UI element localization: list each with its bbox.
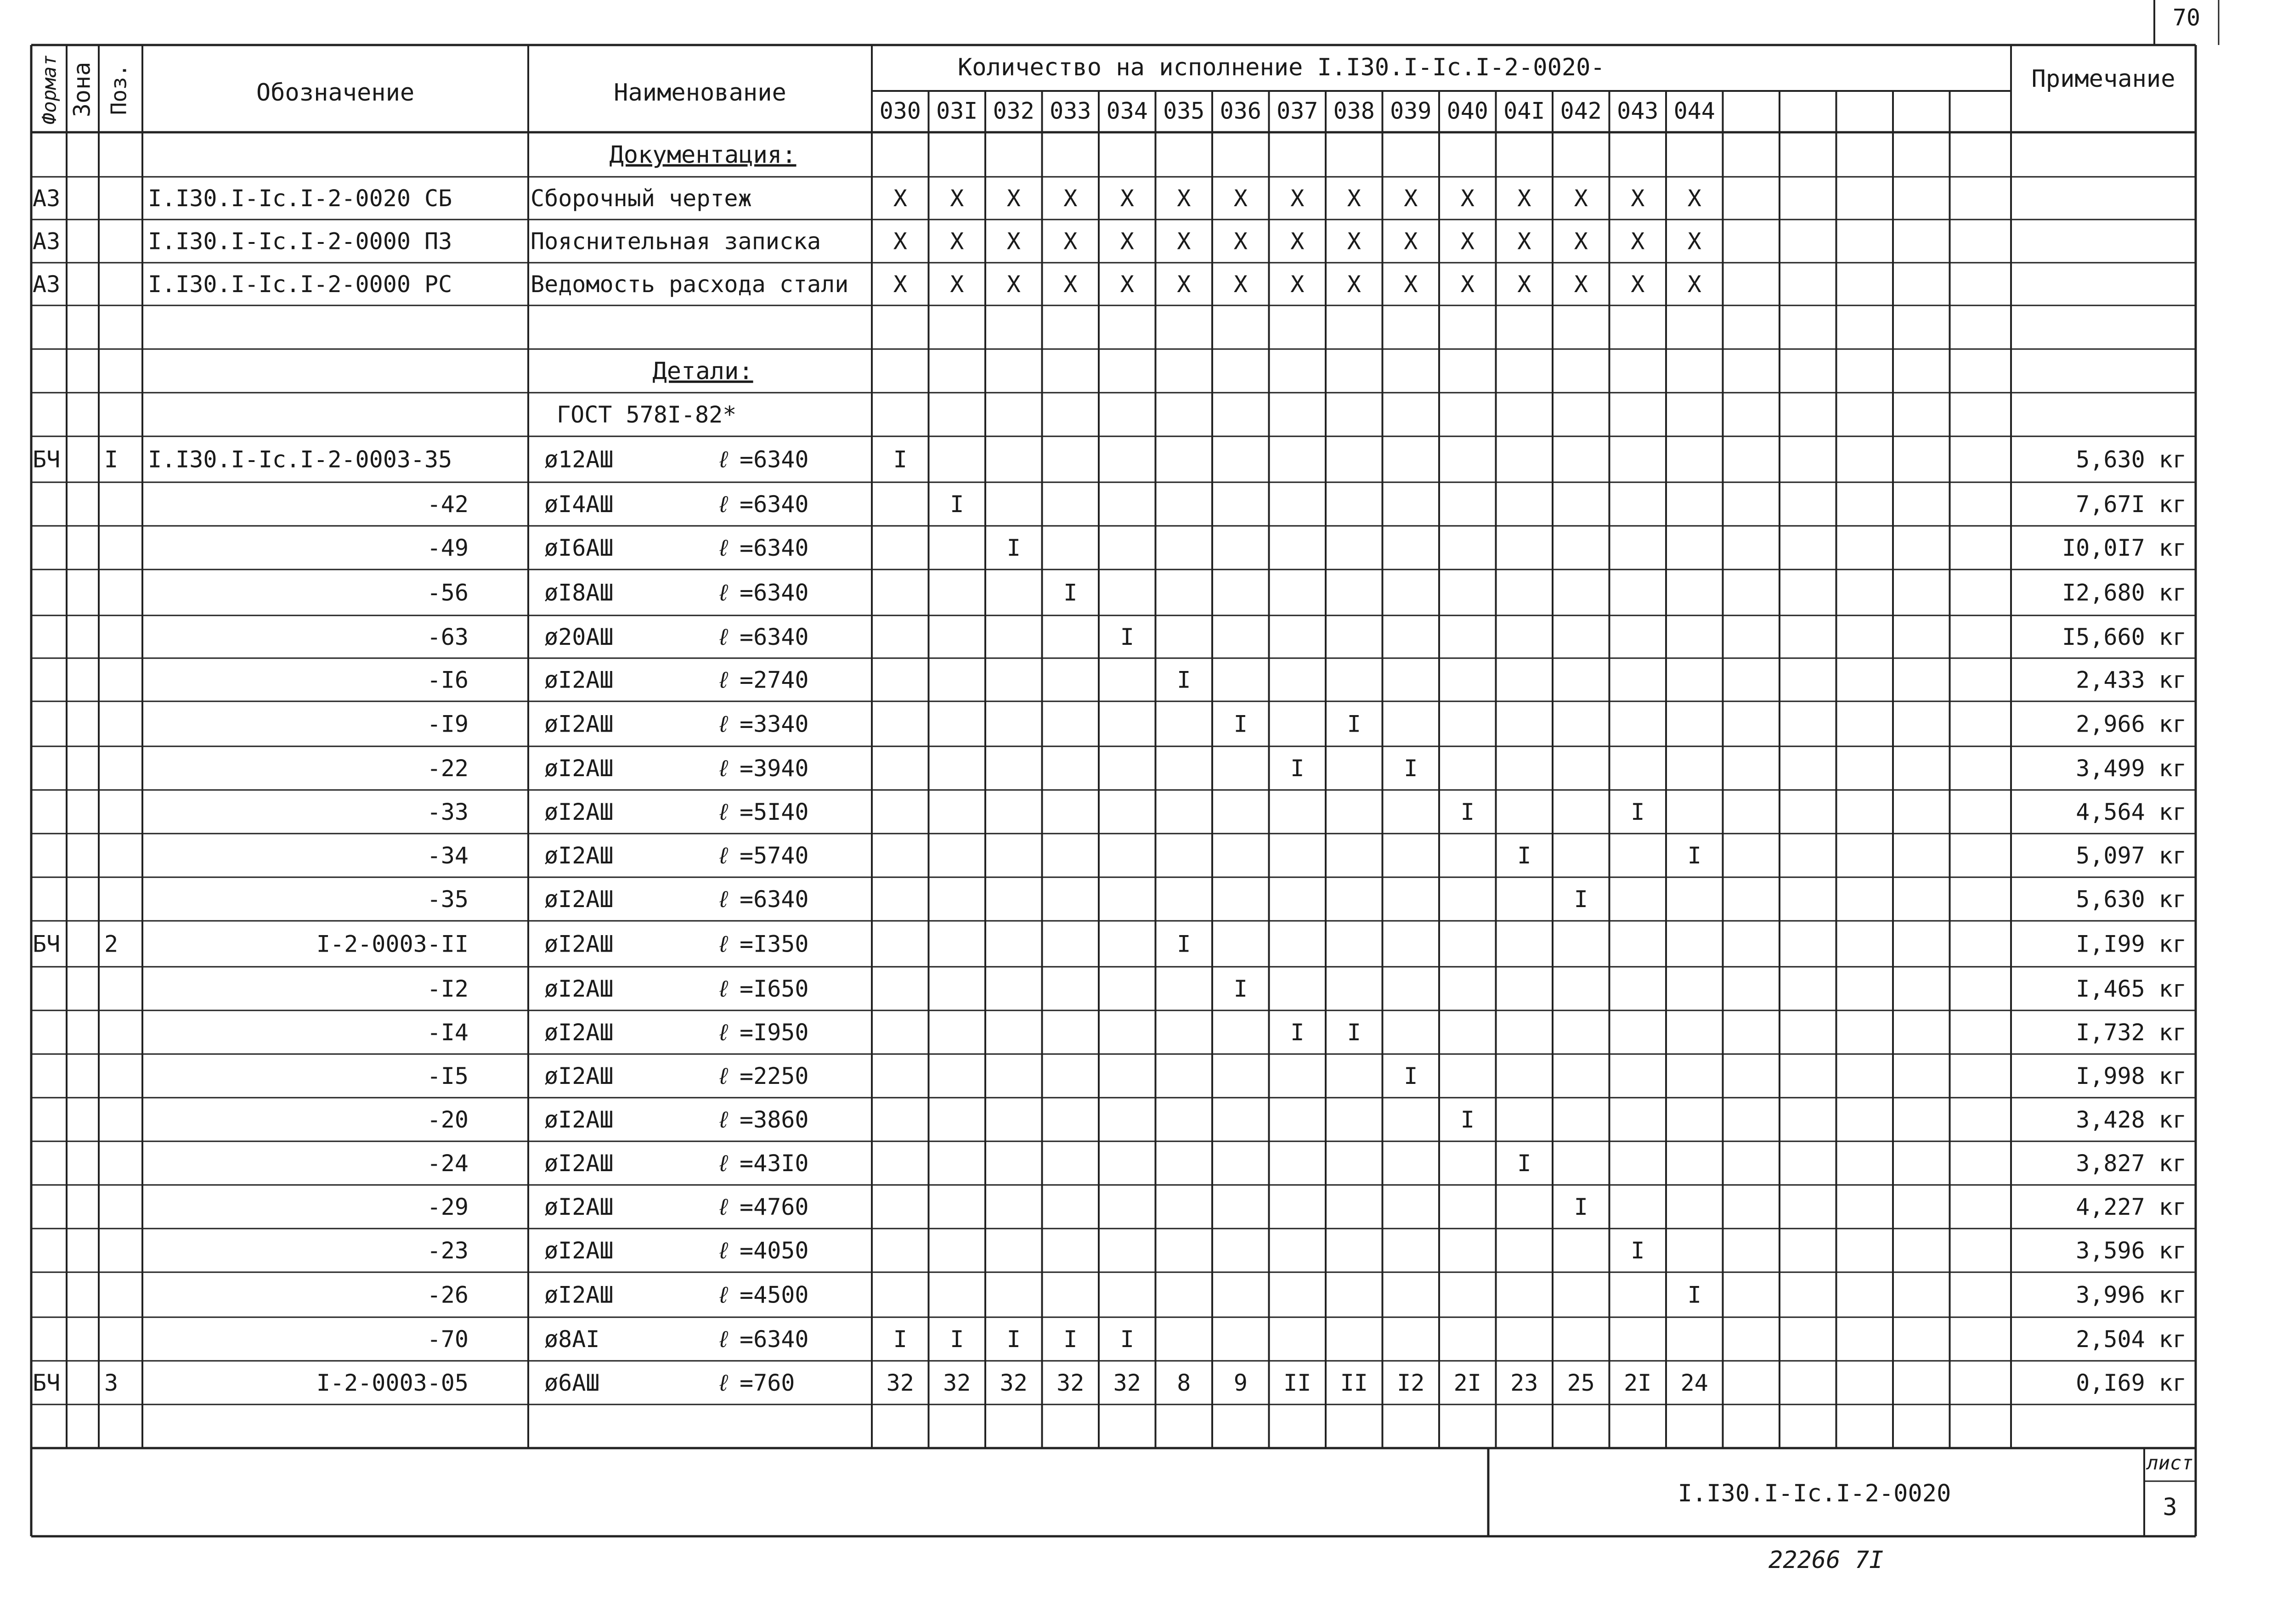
- quantity-cell: 32: [943, 1370, 971, 1396]
- quantity-cell: I: [950, 1326, 964, 1353]
- title-doc-code: I.I30.I-Ic.I-2-0020: [1678, 1480, 1951, 1507]
- quantity-cell: 8: [1177, 1370, 1191, 1396]
- quantity-cell: X: [1460, 228, 1474, 255]
- row-designation: -63: [427, 624, 469, 650]
- quantity-cell: I: [1120, 1326, 1134, 1353]
- length-symbol: ℓ: [717, 1194, 731, 1220]
- row-bar-spec: øI2АШ: [544, 666, 614, 694]
- quantity-cell: X: [1517, 271, 1531, 298]
- footer-handwritten-number: 22266 7I: [1768, 1546, 1884, 1574]
- row-length: =6340: [740, 886, 809, 913]
- quantity-cell: I: [1631, 799, 1645, 825]
- row-length: =6340: [740, 579, 809, 606]
- row-designation: -35: [427, 886, 469, 913]
- quantity-cell: I: [1006, 535, 1021, 561]
- row-bar-spec: øI2АШ: [544, 1150, 614, 1177]
- quantity-cell: X: [1063, 228, 1078, 255]
- row-note-mass: 4,227 кг: [2076, 1194, 2186, 1220]
- header-pos: Поз.: [106, 64, 131, 115]
- quantity-cell: I: [893, 446, 907, 473]
- length-symbol: ℓ: [717, 1326, 731, 1353]
- section-heading: Детали:: [652, 357, 753, 385]
- row-length: =4050: [740, 1237, 809, 1264]
- row-designation: -24: [427, 1150, 469, 1177]
- row-bar-spec: øI2АШ: [544, 1237, 614, 1264]
- quantity-cell: 32: [886, 1370, 914, 1396]
- row-note-mass: 2,966 кг: [2076, 710, 2186, 738]
- quantity-cell: X: [1517, 185, 1531, 212]
- length-symbol: ℓ: [717, 1370, 731, 1396]
- row-designation: I-2-0003-II: [316, 930, 469, 958]
- length-symbol: ℓ: [717, 710, 731, 738]
- row-length: =2740: [740, 666, 809, 694]
- row-length: =760: [740, 1370, 795, 1396]
- row-note-mass: 5,630 кг: [2076, 886, 2186, 913]
- header-variant-03I: 03I: [936, 97, 978, 124]
- row-length: =4760: [740, 1194, 809, 1220]
- length-symbol: ℓ: [717, 886, 731, 913]
- quantity-cell: 32: [1113, 1370, 1141, 1396]
- quantity-cell: X: [1006, 228, 1021, 255]
- sheet-label: лист: [2147, 1451, 2193, 1474]
- row-bar-spec: øI2АШ: [544, 1063, 614, 1089]
- quantity-cell: X: [1063, 185, 1078, 212]
- quantity-cell: X: [1687, 271, 1701, 298]
- row-note-mass: 0,I69 кг: [2076, 1370, 2186, 1396]
- quantity-cell: X: [1120, 271, 1134, 298]
- row-designation: I.I30.I-Ic.I-2-0020 СБ: [148, 185, 452, 212]
- quantity-cell: I: [1177, 930, 1191, 958]
- quantity-cell: X: [1177, 228, 1191, 255]
- row-designation: -49: [427, 535, 469, 561]
- header-variant-04I: 04I: [1503, 97, 1545, 124]
- quantity-cell: X: [1233, 185, 1248, 212]
- quantity-cell: X: [1120, 185, 1134, 212]
- row-length: =6340: [740, 491, 809, 518]
- length-symbol: ℓ: [717, 579, 731, 606]
- row-bar-spec: øI2АШ: [544, 1194, 614, 1220]
- quantity-cell: X: [893, 271, 907, 298]
- quantity-cell: I: [1517, 842, 1531, 869]
- row-note-mass: 2,433 кг: [2076, 666, 2186, 694]
- header-variant-034: 034: [1106, 97, 1148, 124]
- row-bar-spec: øI2АШ: [544, 930, 614, 958]
- quantity-cell: X: [1404, 228, 1418, 255]
- row-length: =6340: [740, 446, 809, 473]
- quantity-cell: 2I: [1624, 1370, 1652, 1396]
- row-length: =3940: [740, 755, 809, 782]
- row-note-mass: I,732 кг: [2076, 1019, 2186, 1046]
- quantity-cell: X: [893, 228, 907, 255]
- quantity-cell: X: [1631, 271, 1645, 298]
- quantity-cell: X: [1574, 271, 1588, 298]
- row-designation: -34: [427, 842, 469, 869]
- row-designation: I.I30.I-Ic.I-2-0000 ПЗ: [148, 228, 452, 255]
- header-designation: Обозначение: [256, 79, 415, 107]
- quantity-cell: I: [1404, 1063, 1418, 1089]
- row-note-mass: 5,630 кг: [2076, 446, 2186, 473]
- quantity-cell: X: [1006, 271, 1021, 298]
- quantity-cell: X: [1120, 228, 1134, 255]
- quantity-cell: X: [1404, 271, 1418, 298]
- row-bar-spec: øI4АШ: [544, 491, 614, 518]
- header-variant-043: 043: [1617, 97, 1659, 124]
- quantity-cell: I: [1574, 886, 1588, 913]
- length-symbol: ℓ: [717, 1019, 731, 1046]
- quantity-cell: I: [1063, 1326, 1078, 1353]
- table-text: [33, 5, 2200, 1574]
- length-symbol: ℓ: [717, 930, 731, 958]
- row-bar-spec: øI8АШ: [544, 579, 614, 606]
- quantity-cell: X: [1687, 185, 1701, 212]
- quantity-cell: X: [1233, 271, 1248, 298]
- row-designation: I-2-0003-05: [316, 1370, 469, 1396]
- quantity-cell: I: [1120, 624, 1134, 650]
- row-bar-spec: øI2АШ: [544, 755, 614, 782]
- header-variant-037: 037: [1277, 97, 1318, 124]
- quantity-cell: I: [1404, 755, 1418, 782]
- row-position: 2: [104, 930, 119, 958]
- header-format: Формат: [38, 55, 61, 124]
- row-format: БЧ: [33, 446, 61, 473]
- row-note-mass: 5,097 кг: [2076, 842, 2186, 869]
- row-designation: -23: [427, 1237, 469, 1264]
- row-name: Сборочный чертеж: [531, 185, 752, 212]
- quantity-cell: I: [950, 491, 964, 518]
- quantity-cell: I: [1290, 1019, 1305, 1046]
- quantity-cell: X: [1687, 228, 1701, 255]
- row-designation: -22: [427, 755, 469, 782]
- header-variant-032: 032: [993, 97, 1034, 124]
- quantity-cell: I: [1233, 710, 1248, 738]
- row-name: Пояснительная записка: [531, 228, 821, 255]
- quantity-cell: X: [950, 271, 964, 298]
- quantity-cell: X: [1404, 185, 1418, 212]
- quantity-cell: I2: [1397, 1370, 1425, 1396]
- row-length: =4500: [740, 1281, 809, 1308]
- quantity-cell: 32: [1056, 1370, 1085, 1396]
- row-designation: -56: [427, 579, 469, 606]
- standard-reference: ГОСТ 578I-82*: [557, 401, 737, 428]
- row-position: 3: [104, 1370, 119, 1396]
- length-symbol: ℓ: [717, 491, 731, 518]
- row-length: =43I0: [740, 1150, 809, 1177]
- row-format: А3: [33, 185, 61, 212]
- row-length: =I950: [740, 1019, 809, 1046]
- header-variant-036: 036: [1220, 97, 1261, 124]
- quantity-cell: X: [1347, 185, 1361, 212]
- header-variant-039: 039: [1390, 97, 1432, 124]
- row-format: БЧ: [33, 930, 61, 958]
- quantity-cell: X: [1347, 271, 1361, 298]
- row-length: =5I40: [740, 799, 809, 825]
- row-designation: -42: [427, 491, 469, 518]
- quantity-cell: I: [1631, 1237, 1645, 1264]
- header-name: Наименование: [614, 79, 786, 107]
- quantity-cell: X: [1631, 185, 1645, 212]
- quantity-cell: X: [1460, 271, 1474, 298]
- quantity-cell: X: [1574, 185, 1588, 212]
- header-quantity-title: Количество на исполнение I.I30.I-Ic.I-2-0020-: [958, 54, 1605, 81]
- quantity-cell: II: [1283, 1370, 1311, 1396]
- header-variant-044: 044: [1673, 97, 1715, 124]
- quantity-cell: I: [1347, 1019, 1361, 1046]
- quantity-cell: I: [1460, 1106, 1474, 1133]
- header-variant-035: 035: [1163, 97, 1205, 124]
- row-designation: -I2: [427, 976, 469, 1002]
- header-note: Примечание: [2031, 65, 2175, 93]
- row-designation: -70: [427, 1326, 469, 1353]
- row-format: А3: [33, 271, 61, 298]
- row-note-mass: 7,67I кг: [2076, 491, 2186, 518]
- length-symbol: ℓ: [717, 535, 731, 561]
- quantity-cell: X: [1517, 228, 1531, 255]
- quantity-cell: X: [1177, 185, 1191, 212]
- length-symbol: ℓ: [717, 799, 731, 825]
- quantity-cell: X: [1177, 271, 1191, 298]
- length-symbol: ℓ: [717, 1237, 731, 1264]
- quantity-cell: X: [950, 185, 964, 212]
- row-bar-spec: øI2АШ: [544, 710, 614, 738]
- quantity-cell: 2I: [1453, 1370, 1481, 1396]
- row-designation: -33: [427, 799, 469, 825]
- quantity-cell: I: [1517, 1150, 1531, 1177]
- row-note-mass: 2,504 кг: [2076, 1326, 2186, 1353]
- row-designation: I.I30.I-Ic.I-2-0003-35: [148, 446, 452, 473]
- quantity-cell: 25: [1567, 1370, 1595, 1396]
- row-length: =6340: [740, 535, 809, 561]
- length-symbol: ℓ: [717, 1150, 731, 1177]
- row-position: I: [104, 446, 119, 473]
- row-designation: -I4: [427, 1019, 469, 1046]
- header-variant-033: 033: [1050, 97, 1091, 124]
- quantity-cell: I: [1460, 799, 1474, 825]
- header-variant-038: 038: [1333, 97, 1375, 124]
- length-symbol: ℓ: [717, 842, 731, 869]
- row-note-mass: 3,499 кг: [2076, 755, 2186, 782]
- row-format: А3: [33, 228, 61, 255]
- row-note-mass: 3,428 кг: [2076, 1106, 2186, 1133]
- quantity-cell: X: [1574, 228, 1588, 255]
- quantity-cell: X: [1006, 185, 1021, 212]
- row-length: =3860: [740, 1106, 809, 1133]
- row-designation: -I5: [427, 1063, 469, 1089]
- quantity-cell: X: [1233, 228, 1248, 255]
- row-bar-spec: øI2АШ: [544, 1019, 614, 1046]
- row-bar-spec: øI2АШ: [544, 976, 614, 1002]
- quantity-cell: II: [1340, 1370, 1368, 1396]
- row-bar-spec: øI2АШ: [544, 1106, 614, 1133]
- row-designation: I.I30.I-Ic.I-2-0000 РС: [148, 271, 452, 298]
- length-symbol: ℓ: [717, 976, 731, 1002]
- row-bar-spec: ø8АI: [544, 1326, 600, 1353]
- quantity-cell: X: [1063, 271, 1078, 298]
- quantity-cell: I: [1687, 1281, 1701, 1308]
- row-length: =5740: [740, 842, 809, 869]
- row-designation: -I9: [427, 710, 469, 738]
- header-zone: Зона: [68, 62, 96, 118]
- row-length: =3340: [740, 710, 809, 738]
- quantity-cell: I: [1347, 710, 1361, 738]
- row-bar-spec: øI2АШ: [544, 842, 614, 869]
- sheet-number: 3: [2163, 1494, 2177, 1521]
- row-bar-spec: øI6АШ: [544, 535, 614, 561]
- quantity-cell: I: [1233, 976, 1248, 1002]
- length-symbol: ℓ: [717, 624, 731, 650]
- length-symbol: ℓ: [717, 1063, 731, 1089]
- row-note-mass: I2,680 кг: [2062, 579, 2186, 606]
- header-variant-040: 040: [1446, 97, 1488, 124]
- row-name: Ведомость расхода стали: [531, 271, 849, 298]
- length-symbol: ℓ: [717, 446, 731, 473]
- row-note-mass: 3,596 кг: [2076, 1237, 2186, 1264]
- row-length: =6340: [740, 624, 809, 650]
- quantity-cell: X: [1460, 185, 1474, 212]
- row-designation: -29: [427, 1194, 469, 1220]
- length-symbol: ℓ: [717, 1106, 731, 1133]
- quantity-cell: X: [1290, 271, 1305, 298]
- row-bar-spec: øI2АШ: [544, 799, 614, 825]
- length-symbol: ℓ: [717, 1281, 731, 1308]
- row-note-mass: 4,564 кг: [2076, 799, 2186, 825]
- row-note-mass: I5,660 кг: [2062, 624, 2186, 650]
- row-bar-spec: ø12АШ: [544, 446, 614, 473]
- quantity-cell: X: [1290, 228, 1305, 255]
- row-bar-spec: øI2АШ: [544, 886, 614, 913]
- row-note-mass: 3,827 кг: [2076, 1150, 2186, 1177]
- row-note-mass: I,465 кг: [2076, 976, 2186, 1002]
- row-designation: -I6: [427, 666, 469, 694]
- row-note-mass: I,I99 кг: [2076, 930, 2186, 958]
- quantity-cell: I: [1290, 755, 1305, 782]
- quantity-cell: 9: [1233, 1370, 1248, 1396]
- length-symbol: ℓ: [717, 755, 731, 782]
- quantity-cell: I: [893, 1326, 907, 1353]
- section-heading: Документация:: [609, 141, 797, 169]
- quantity-cell: X: [893, 185, 907, 212]
- row-length: =6340: [740, 1326, 809, 1353]
- row-designation: -20: [427, 1106, 469, 1133]
- quantity-cell: I: [1687, 842, 1701, 869]
- quantity-cell: X: [1290, 185, 1305, 212]
- quantity-cell: I: [1177, 666, 1191, 694]
- row-bar-spec: ø6АШ: [544, 1370, 600, 1396]
- row-designation: -26: [427, 1281, 469, 1308]
- quantity-cell: X: [1631, 228, 1645, 255]
- row-format: БЧ: [33, 1370, 61, 1396]
- quantity-cell: I: [1006, 1326, 1021, 1353]
- page-number-top: 70: [2172, 4, 2201, 31]
- row-note-mass: I0,0I7 кг: [2062, 535, 2186, 561]
- row-note-mass: I,998 кг: [2076, 1063, 2186, 1089]
- header-variant-042: 042: [1560, 97, 1602, 124]
- quantity-cell: I: [1063, 579, 1078, 606]
- quantity-cell: X: [950, 228, 964, 255]
- row-note-mass: 3,996 кг: [2076, 1281, 2186, 1308]
- header-variant-030: 030: [879, 97, 921, 124]
- row-length: =I350: [740, 930, 809, 958]
- row-length: =I650: [740, 976, 809, 1002]
- quantity-cell: 23: [1510, 1370, 1538, 1396]
- row-bar-spec: ø20АШ: [544, 624, 614, 650]
- quantity-cell: X: [1347, 228, 1361, 255]
- row-length: =2250: [740, 1063, 809, 1089]
- quantity-cell: 24: [1680, 1370, 1708, 1396]
- length-symbol: ℓ: [717, 666, 731, 694]
- quantity-cell: I: [1574, 1194, 1588, 1220]
- row-bar-spec: øI2АШ: [544, 1281, 614, 1308]
- quantity-cell: 32: [1000, 1370, 1028, 1396]
